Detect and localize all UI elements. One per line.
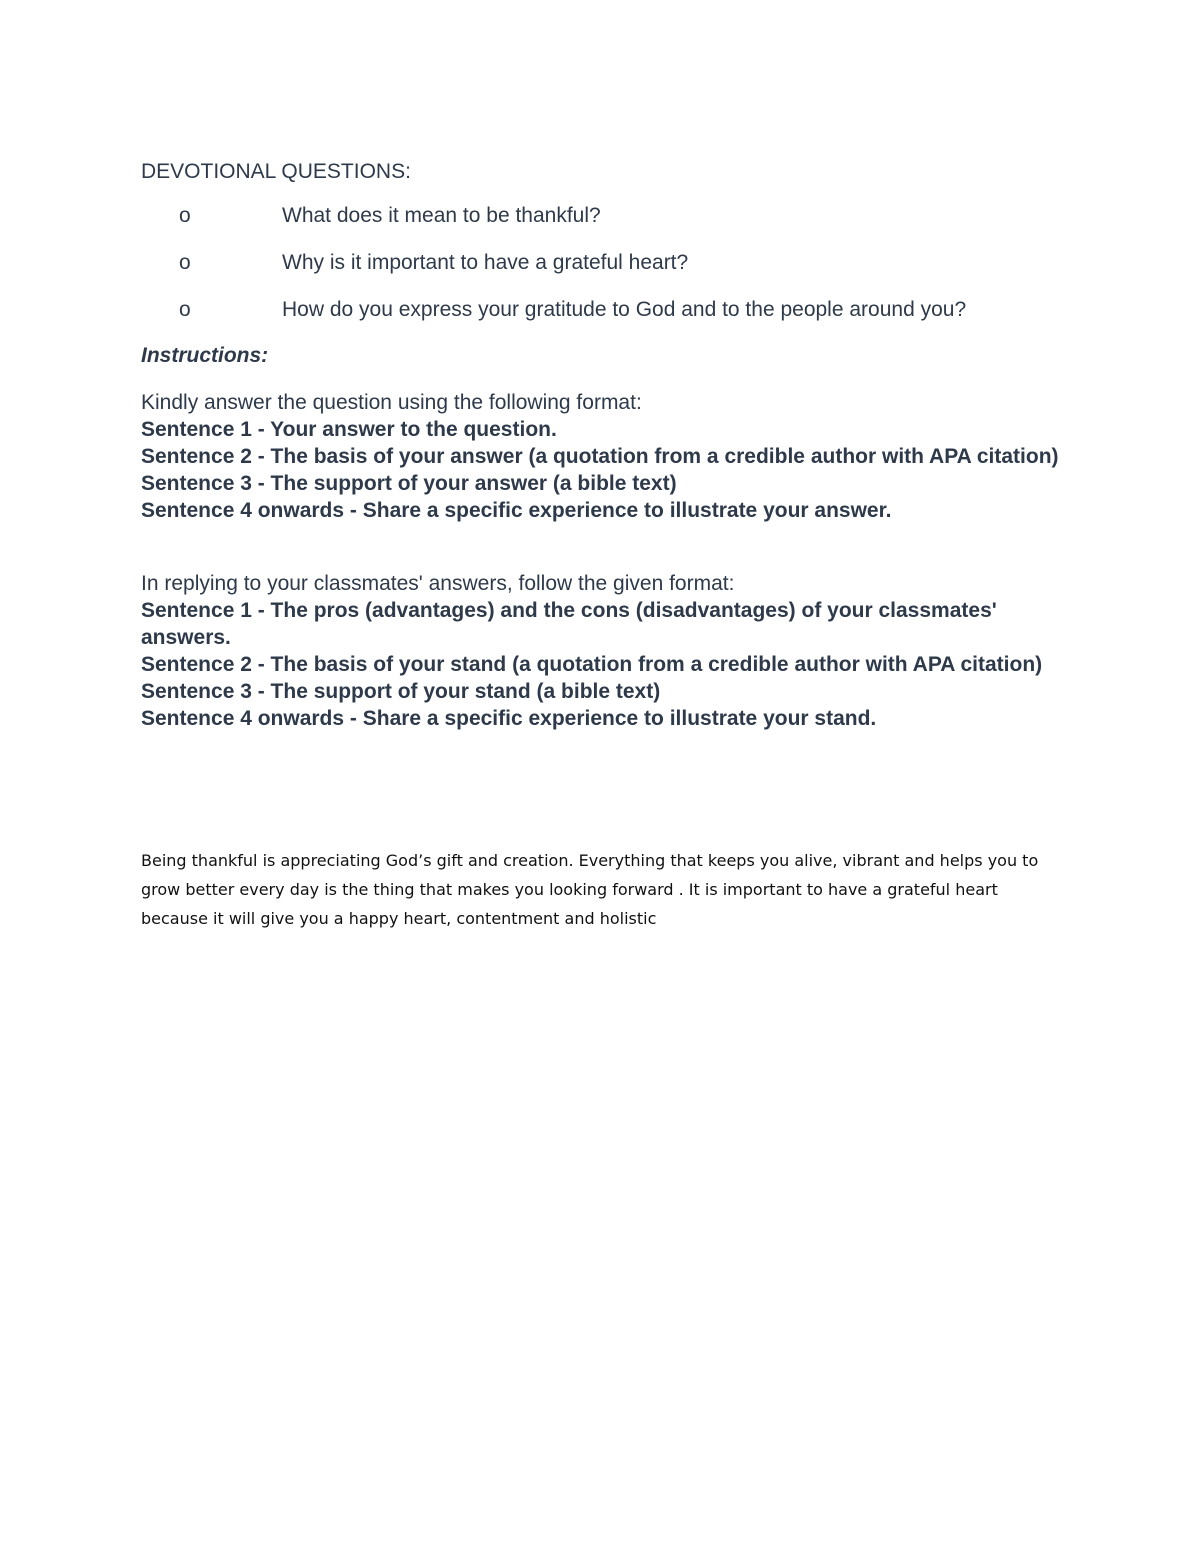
reply-format-line: Sentence 3 - The support of your stand (a bible text) (141, 680, 661, 703)
question-text: What does it mean to be thankful? (282, 204, 601, 227)
bullet-icon: o (179, 298, 191, 321)
question-text: Why is it important to have a grateful heart? (282, 251, 689, 274)
answer-format-line: Sentence 3 - The support of your answer (a bible text) (141, 472, 677, 495)
question-list (141, 204, 966, 345)
reply-format-intro: In replying to your classmates' answers, follow the given format: (141, 572, 735, 595)
answer-format-section (141, 389, 1071, 524)
reply-format-line: Sentence 1 - The pros (advantages) and the cons (disadvantages) of your classmates' answers. (141, 599, 997, 649)
reply-format-line: Sentence 4 onwards - Share a specific experience to illustrate your stand. (141, 707, 877, 730)
instructions-label: Instructions: (141, 344, 269, 367)
reply-format-section (141, 570, 1071, 732)
question-text: How do you express your gratitude to God and to the people around you? (282, 298, 967, 321)
answer-format-line: Sentence 2 - The basis of your answer (a quotation from a credible author with APA citation) (141, 445, 1059, 468)
answer-format-line: Sentence 1 - Your answer to the question. (141, 418, 557, 441)
bullet-icon: o (179, 204, 191, 227)
answer-format-line: Sentence 4 onwards - Share a specific experience to illustrate your answer. (141, 499, 892, 522)
question-item (141, 204, 966, 251)
answer-paragraph: Being thankful is appreciating God’s gift and creation. Everything that keeps you alive, vibrant and helps you to grow better every day is the thing that makes you looking forward . It is important to have a grateful heart because it will give you a happy heart, contentment and holistic (141, 851, 1039, 928)
question-item (141, 251, 966, 298)
answer-format-intro: Kindly answer the question using the following format: (141, 391, 642, 414)
devotional-questions-heading: DEVOTIONAL QUESTIONS: (141, 160, 411, 183)
question-item (141, 298, 966, 345)
bullet-icon: o (179, 251, 191, 274)
reply-format-line: Sentence 2 - The basis of your stand (a quotation from a credible author with APA citation) (141, 653, 1043, 676)
